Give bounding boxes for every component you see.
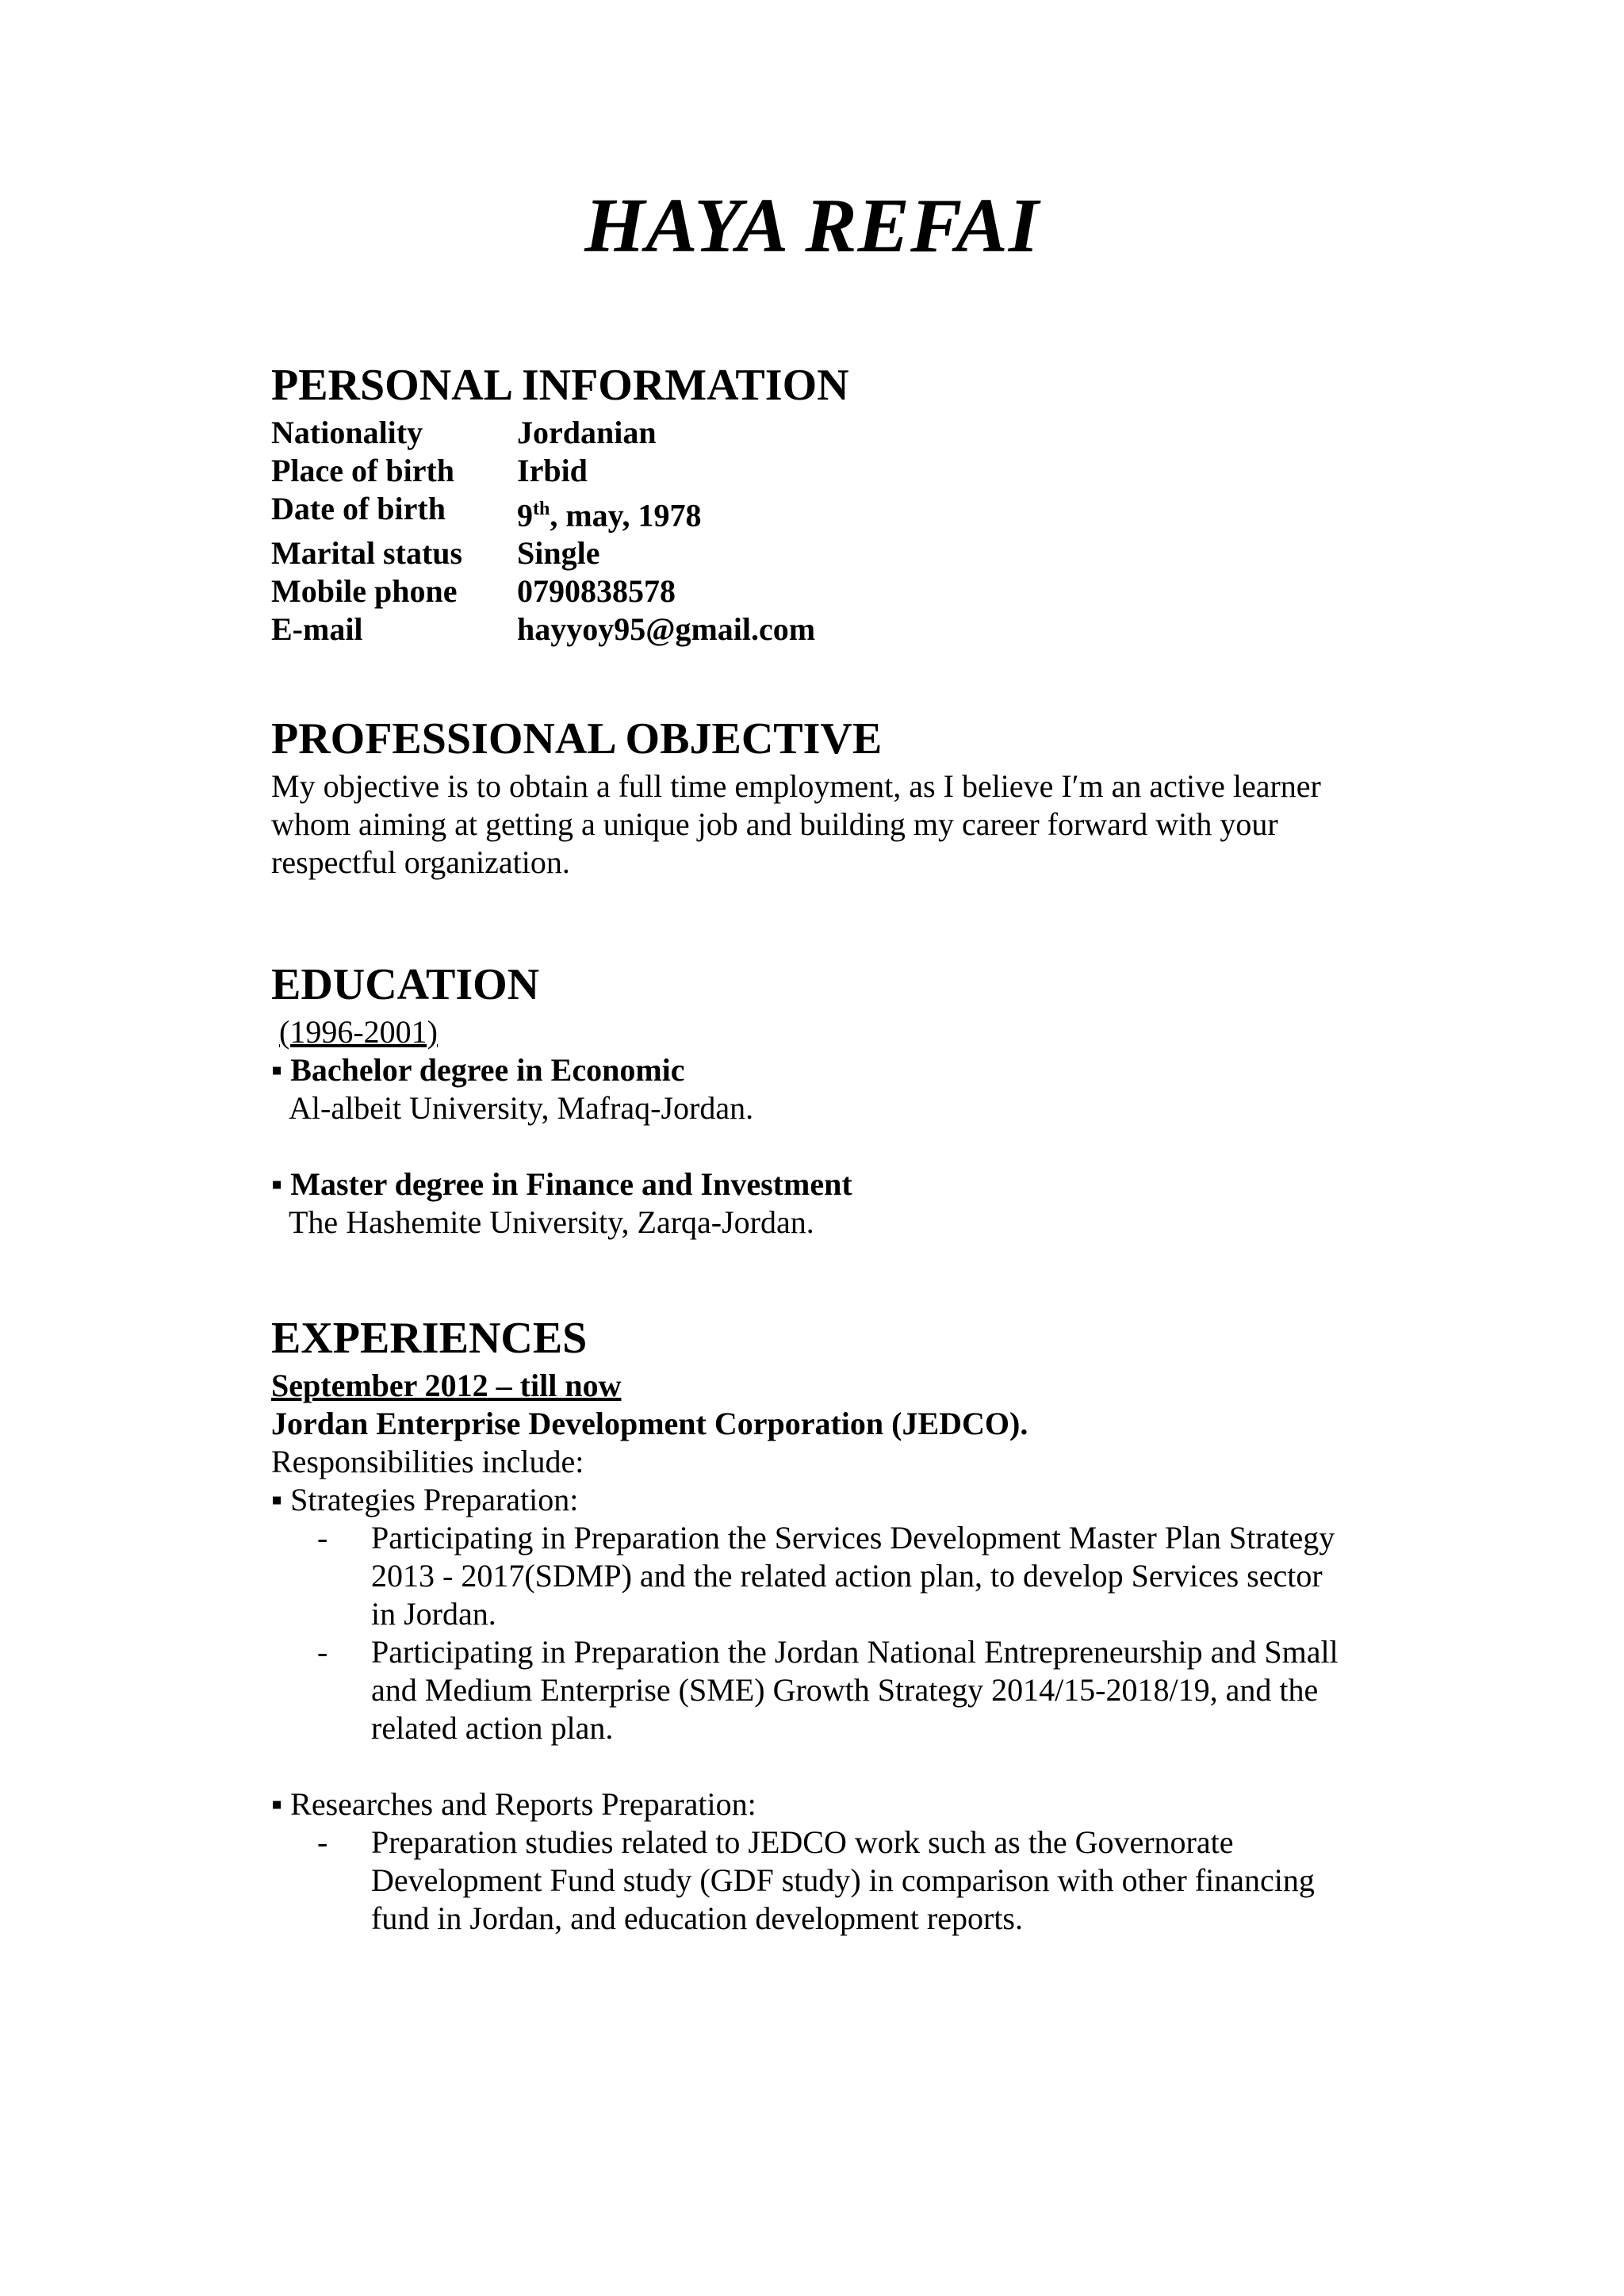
- degree-item: [271, 1051, 1397, 1089]
- degree-school: Al-albeit University, Mafraq-Jordan.: [289, 1090, 754, 1126]
- professional-objective-section: [271, 714, 1397, 882]
- responsibility-item: [271, 1519, 1397, 1633]
- responsibility-line: 2013 - 2017(SDMP) and the related action plan, to develop Services sector: [371, 1558, 1323, 1594]
- objective-line: respectful organization.: [271, 844, 570, 880]
- bullet-icon: ▪: [271, 1166, 283, 1202]
- experience-period: [271, 1367, 1397, 1405]
- objective-line: My objective is to obtain a full time employment, as I believe Iʹm an active learner: [271, 768, 1321, 804]
- place-of-birth-row: [271, 452, 1397, 490]
- education-period: [271, 1013, 1397, 1051]
- responsibility-group-heading: ▪ Strategies Preparation:: [271, 1482, 579, 1517]
- date-of-birth-suffix: th: [533, 499, 550, 519]
- email-value: hayyoy95@gmail.com: [517, 611, 816, 648]
- degree-item: [271, 1165, 1397, 1203]
- date-of-birth-rest: , may, 1978: [550, 497, 702, 534]
- marital-status-label: Marital status: [271, 535, 463, 572]
- candidate-name: HAYA REFAI: [584, 183, 1040, 269]
- education-title: EDUCATION: [271, 960, 540, 1009]
- degree-school: The Hashemite University, Zarqa-Jordan.: [289, 1204, 814, 1240]
- email-label: E-mail: [271, 611, 363, 648]
- responsibility-line: fund in Jordan, and education development reports.: [371, 1900, 1023, 1936]
- objective-line: whom aiming at getting a unique job and building my career forward with your: [271, 806, 1278, 842]
- email-row: [271, 610, 1397, 649]
- experiences-title: EXPERIENCES: [271, 1314, 588, 1363]
- experiences-section: [271, 1316, 1397, 1938]
- date-of-birth-row: [271, 490, 1397, 534]
- responsibility-group-heading: ▪ Researches and Reports Preparation:: [271, 1786, 756, 1822]
- responsibility-line: in Jordan.: [371, 1596, 496, 1632]
- date-of-birth-value: [517, 490, 701, 534]
- education-period-text: (1996-2001): [279, 1014, 438, 1050]
- responsibilities-intro: Responsibilities include:: [271, 1444, 584, 1479]
- degree-title: Bachelor degree in Economic: [290, 1052, 685, 1088]
- mobile-phone-value: 0790838578: [517, 573, 676, 610]
- responsibility-line: related action plan.: [371, 1710, 614, 1746]
- professional-objective-title: PROFESSIONAL OBJECTIVE: [271, 714, 883, 763]
- responsibility-text: [371, 1823, 1397, 1938]
- education-section: [271, 962, 1397, 1242]
- dash-icon: -: [317, 1520, 328, 1556]
- responsibility-item: [271, 1633, 1397, 1747]
- responsibility-text: [371, 1519, 1397, 1633]
- bullet-icon: ▪: [271, 1052, 283, 1088]
- responsibility-line: Development Fund study (GDF study) in comparison with other financing: [371, 1862, 1315, 1898]
- nationality-row: [271, 414, 1397, 452]
- nationality-label: Nationality: [271, 415, 423, 450]
- responsibility-text: [371, 1633, 1397, 1747]
- dash-icon: -: [317, 1824, 328, 1860]
- experience-company: Jordan Enterprise Development Corporation (JEDCO).: [271, 1406, 1028, 1441]
- responsibility-line: Preparation studies related to JEDCO work such as the Governorate: [371, 1824, 1234, 1860]
- personal-information-section: [271, 363, 1397, 649]
- responsibility-line: Participating in Preparation the Services Development Master Plan Strategy: [371, 1520, 1335, 1556]
- marital-status-value: Single: [517, 535, 600, 572]
- marital-status-row: [271, 534, 1397, 572]
- dash-icon: -: [317, 1634, 328, 1670]
- responsibility-line: and Medium Enterprise (SME) Growth Strategy 2014/15-2018/19, and the: [371, 1672, 1319, 1708]
- mobile-phone-row: [271, 572, 1397, 610]
- responsibility-item: [271, 1823, 1397, 1938]
- mobile-phone-label: Mobile phone: [271, 573, 458, 610]
- nationality-value: Jordanian: [517, 415, 657, 450]
- place-of-birth-value: Irbid: [517, 453, 588, 488]
- experience-period-text: September 2012 – till now: [271, 1368, 622, 1403]
- responsibility-line: Participating in Preparation the Jordan National Entrepreneurship and Small: [371, 1634, 1339, 1670]
- degree-title: Master degree in Finance and Investment: [290, 1166, 852, 1202]
- date-of-birth-label: Date of birth: [271, 491, 446, 526]
- place-of-birth-label: Place of birth: [271, 453, 455, 488]
- personal-information-title: PERSONAL INFORMATION: [271, 361, 849, 410]
- date-of-birth-day: 9: [517, 497, 533, 534]
